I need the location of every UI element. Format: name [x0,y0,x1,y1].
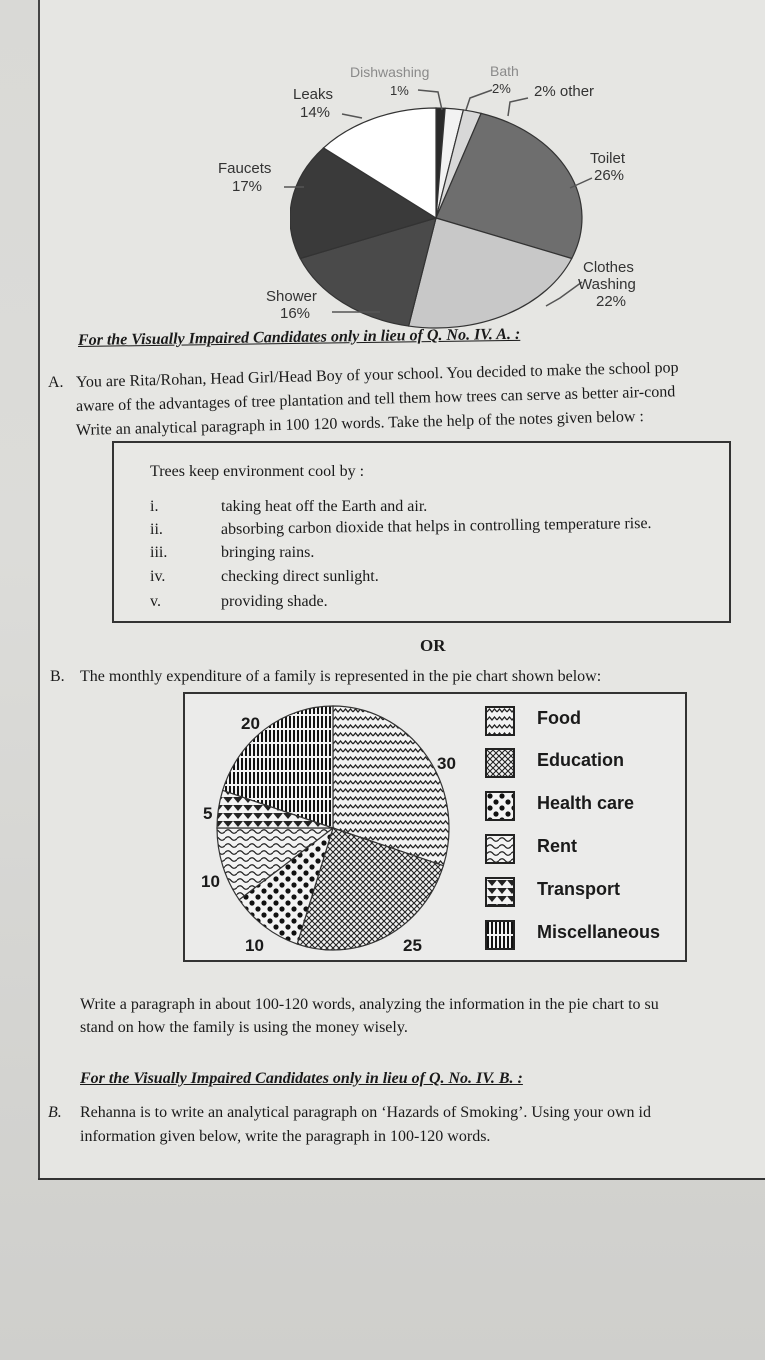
label-bath: Bath [490,63,519,79]
section-a-heading: For the Visually Impaired Candidates only in lieu of Q. No. IV. A. : [77,325,521,349]
legend-label: Health care [537,793,635,813]
notes-item-num: v. [150,593,161,610]
label-shower-pct: 16% [280,305,311,322]
section-b-para-line2: stand on how the family is using the money wisely. [80,1019,408,1036]
notes-title: Trees keep environment cool by : [150,463,365,480]
section-b2-line1: Rehanna is to write an analytical paragraph on ‘Hazards of Smoking’. Using your own id [80,1104,651,1121]
label-shower: Shower [266,288,317,305]
leader-toilet [570,178,592,188]
section-a-marker: A. [48,374,64,391]
legend-swatch [485,920,515,950]
notes-item-text: checking direct sunlight. [221,568,379,585]
legend-swatch [485,834,515,864]
expenditure-chart-box [183,692,687,962]
pie2-value-label: 10 [245,936,264,955]
pie2-value-label: 25 [403,936,422,955]
label-toilet-pct: 26% [594,167,625,184]
legend-swatch [485,791,515,821]
notes-item-text: absorbing carbon dioxide that helps in controlling temperature rise. [220,514,652,538]
notes-item-text: taking heat off the Earth and air. [221,498,428,515]
legend-label: Education [537,750,625,770]
notes-item-num: iii. [150,544,168,561]
label-faucets-pct: 17% [232,178,263,195]
label-bath-pct: 2% [492,81,511,96]
legend-label: Food [537,708,581,728]
label-other: 2% other [534,83,595,100]
leader-clothes [546,282,582,306]
label-leaks: Leaks [293,86,334,103]
legend-label: Transport [537,879,621,899]
notes-item-num: iv. [150,568,166,585]
section-b-line: The monthly expenditure of a family is represented in the pie chart shown below: [80,668,602,685]
section-b-para-line1: Write a paragraph in about 100-120 words, analyzing the information in the pie chart to su [80,996,659,1013]
notes-box [112,441,731,623]
label-dishwashing-pct: 1% [390,83,409,98]
section-b2-marker: B. [48,1104,62,1121]
section-a-line1: You are Rita/Rohan, Head Girl/Head Boy of your school. You decided to make the school pop [75,359,679,391]
legend-label: Rent [537,836,577,856]
notes-item-num: ii. [150,521,163,538]
label-clothes-pct: 22% [596,293,627,310]
expenditure-pie [185,694,485,960]
section-b2-heading: For the Visually Impaired Candidates only in lieu of Q. No. IV. B. : [80,1070,523,1087]
label-toilet: Toilet [590,150,626,167]
label-faucets: Faucets [218,160,272,177]
notes-item-num: i. [150,498,159,515]
label-clothes-2: Washing [578,276,636,293]
notes-item-text: bringing rains. [221,544,315,561]
section-b-marker: B. [50,668,65,685]
label-dishwashing: Dishwashing [350,64,430,80]
section-a-line3: Write an analytical paragraph in 100 120 words. Take the help of the notes given below : [75,408,645,439]
pie2-value-label: 30 [437,754,456,773]
section-a-line2: aware of the advantages of tree plantation and tell them how trees can serve as better air-cond [75,383,676,415]
section-b2-line2: information given below, write the paragraph in 100-120 words. [80,1128,491,1145]
label-clothes-1: Clothes [583,259,634,276]
legend-swatch [485,877,515,907]
leader-other [508,98,528,116]
pie2-value-label: 10 [201,872,220,891]
label-leaks-pct: 14% [300,104,331,121]
leader-dishwashing [418,90,442,110]
notes-item-text: providing shade. [221,593,328,610]
legend-swatch [485,706,515,736]
or-divider: OR [420,636,446,655]
pie2-value-label: 5 [203,804,213,823]
leader-bath [466,90,492,110]
legend-swatch [485,748,515,778]
leader-leaks [342,114,362,118]
pie2-value-label: 20 [241,714,260,733]
legend-label: Miscellaneous [537,922,661,942]
page-bottom-rule [38,1178,765,1180]
